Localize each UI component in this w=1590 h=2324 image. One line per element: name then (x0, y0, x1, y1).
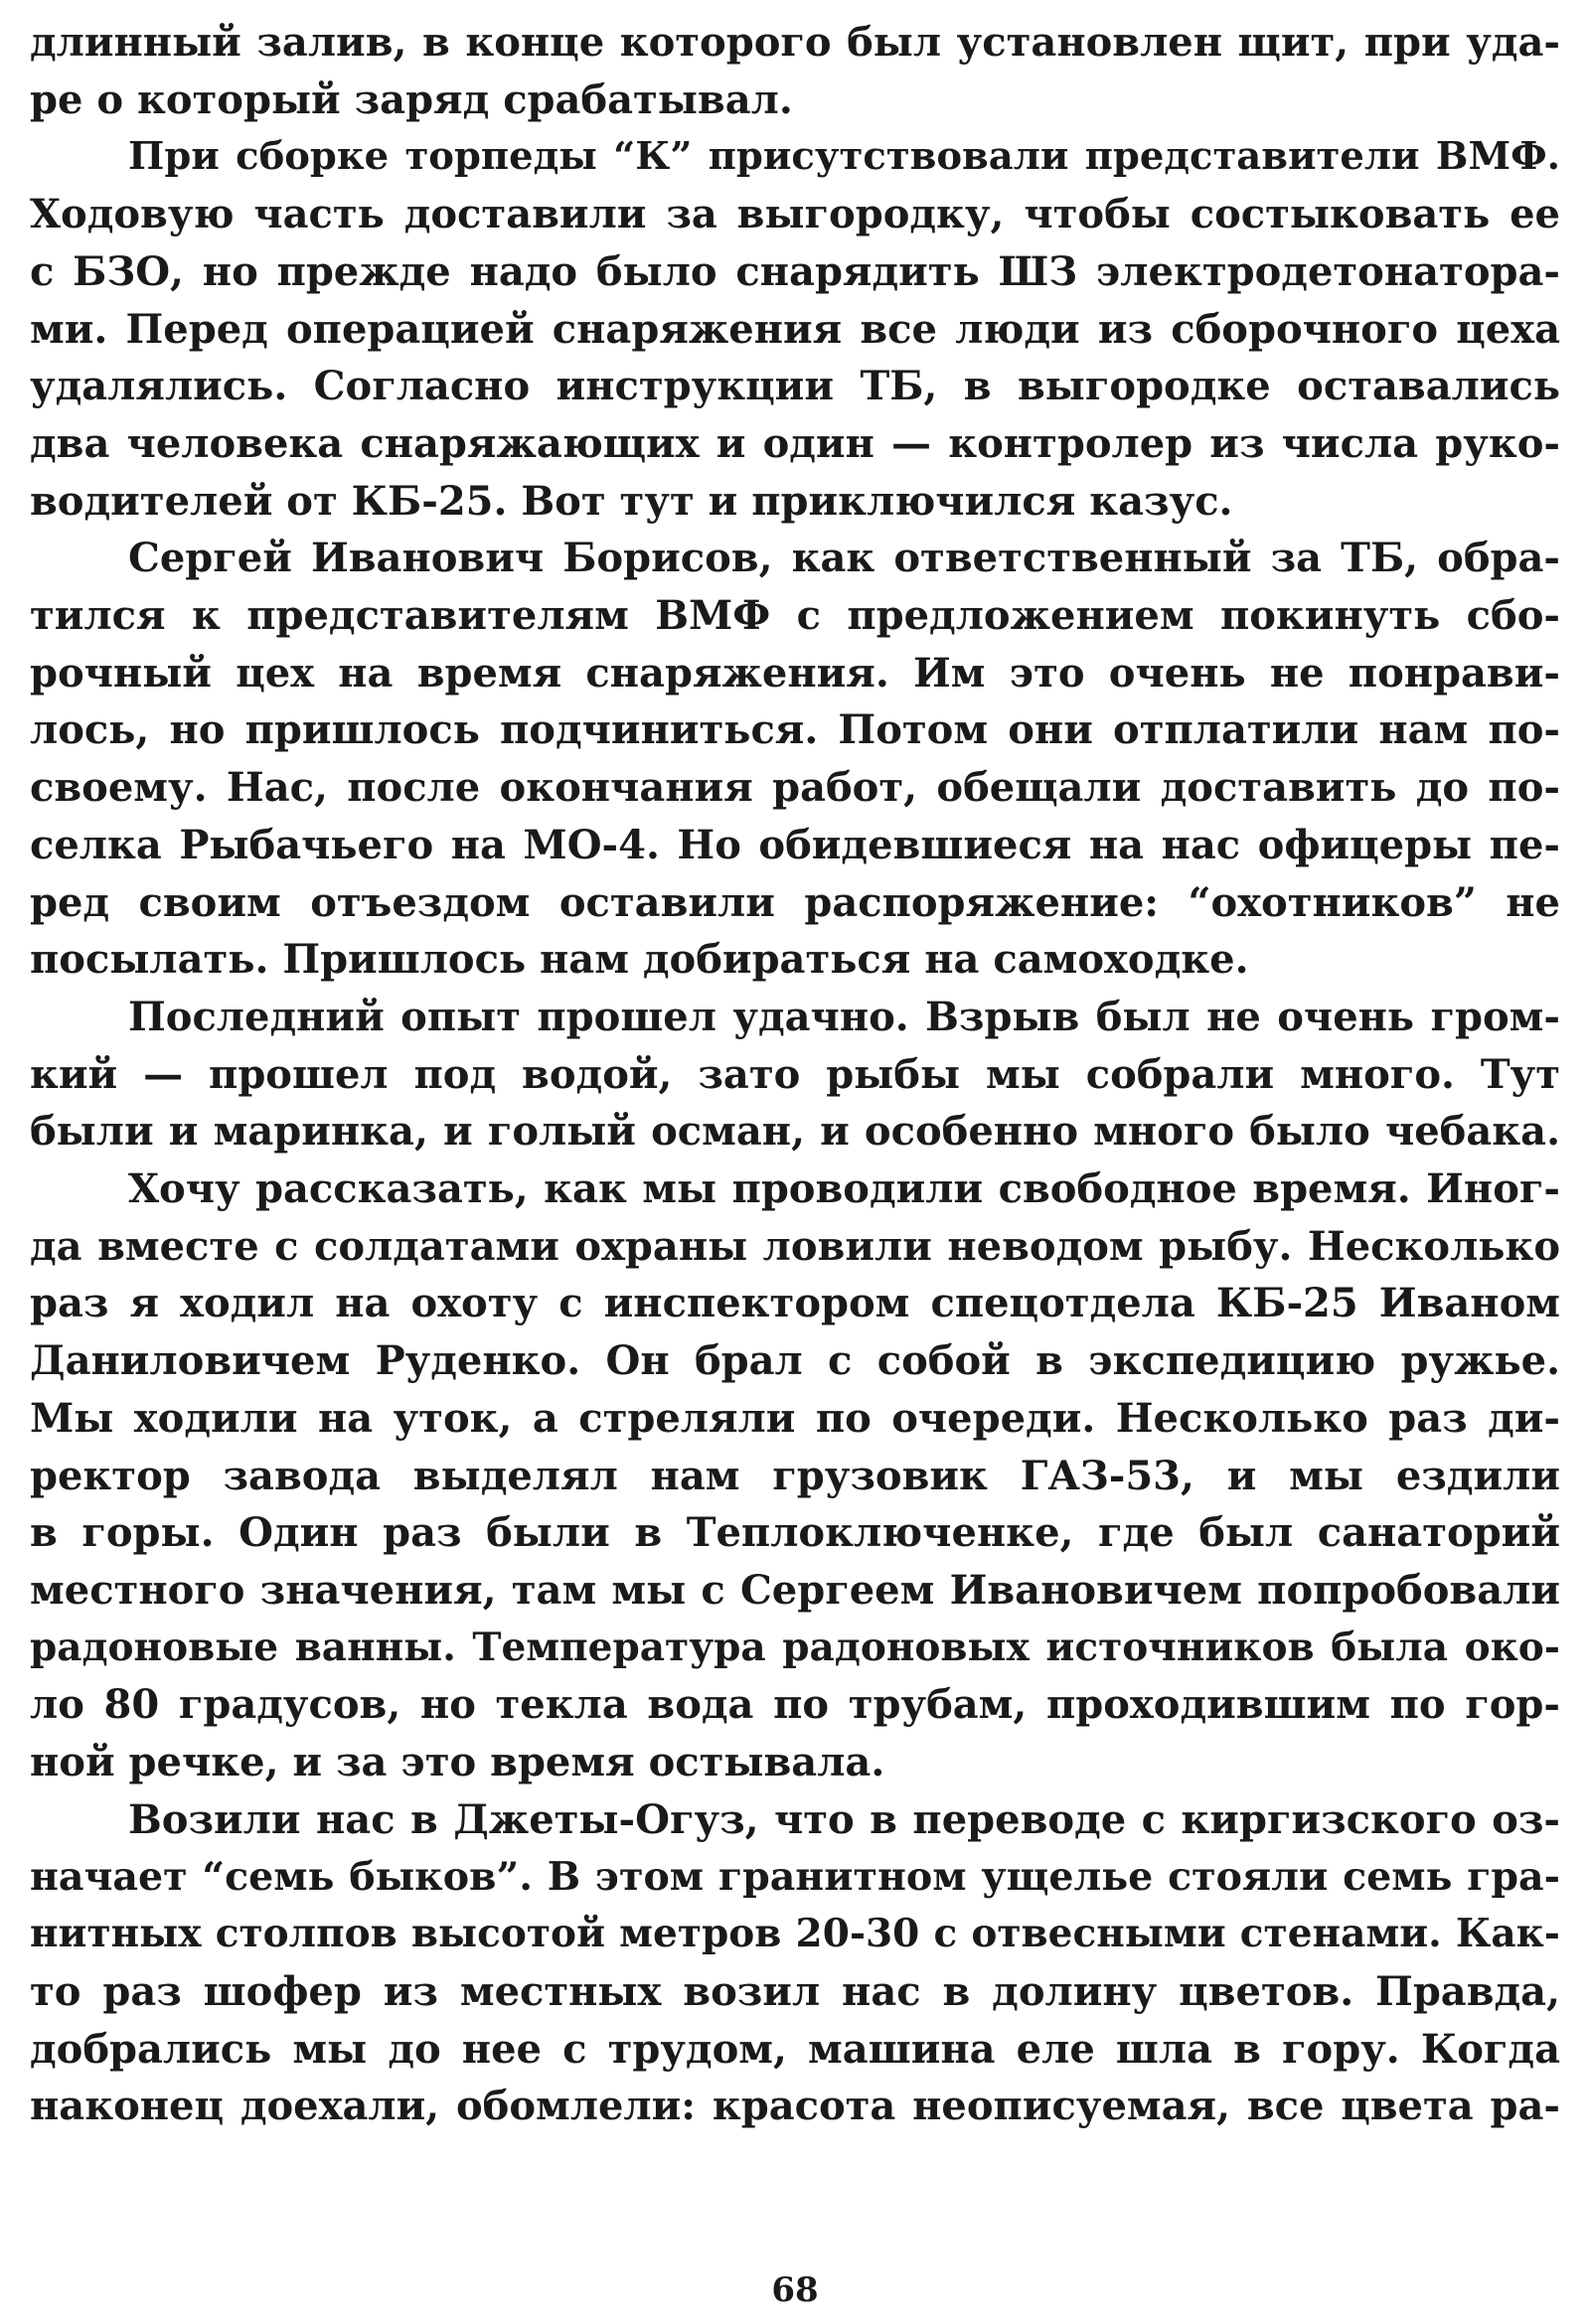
text-line: удалялись. Согласно инструкции ТБ, в выгородке оставались (30, 363, 1560, 410)
paragraph-5 (30, 1161, 1560, 1791)
paragraph-3 (30, 530, 1560, 989)
text-line: тился к представителям ВМФ с предложением покинуть сбо- (30, 592, 1560, 640)
text-line: ло 80 градусов, но текла вода по трубам, проходившим по гор- (30, 1681, 1560, 1729)
text-line: своему. Нас, после окончания работ, обещали доставить до по- (30, 764, 1560, 812)
text-line: с БЗО, но прежде надо было снарядить ШЗ электродетонатора- (30, 247, 1560, 295)
book-page (30, 14, 1560, 2299)
text-line: местного значения, там мы с Сергеем Ивановичем попробовали (30, 1566, 1560, 1614)
text-line: то раз шофер из местных возил нас в долину цветов. Правда, (30, 1967, 1560, 2015)
text-line: Возили нас в Джеты-Огуз, что в переводе с киргизского оз- (128, 1795, 1560, 1843)
text-line: Последний опыт прошел удачно. Взрыв был не очень гром- (128, 993, 1560, 1040)
text-line: в горы. Один раз были в Теплоключенке, где был санаторий (30, 1509, 1560, 1557)
text-line: были и маринка, и голый осман, и особенно много было чебака. (30, 1108, 1560, 1156)
paragraph-6 (30, 1791, 1560, 2135)
text-line: радоновые ванны. Температура радоновых источников была око- (30, 1624, 1560, 1670)
paragraph-4 (30, 989, 1560, 1161)
text-line: Сергей Иванович Борисов, как ответственный за ТБ, обра- (128, 535, 1560, 582)
text-line: ректор завода выделял нам грузовик ГАЗ-53, и мы ездили (30, 1452, 1560, 1499)
text-line: Хочу рассказать, как мы проводили свободное время. Иног- (128, 1165, 1560, 1213)
text-line: ной речке, и за это время остывала. (30, 1739, 885, 1786)
text-line: добрались мы до нее с трудом, машина еле шла в гору. Когда (30, 2025, 1560, 2073)
paragraph-1 (30, 14, 1560, 128)
text-line: нитных столпов высотой метров 20-30 с отвесными стенами. Как- (30, 1911, 1560, 1957)
text-line: два человека снаряжающих и один — контролер из числа руко- (30, 419, 1560, 467)
text-line: рочный цех на время снаряжения. Им это очень не понрави- (30, 649, 1560, 697)
text-line: водителей от КБ-25. Вот тут и приключился казус. (30, 477, 1233, 525)
text-line: длинный залив, в конце которого был установлен щит, при уда- (30, 19, 1560, 66)
text-line: кий — прошел под водой, зато рыбы мы собрали много. Тут (30, 1050, 1560, 1098)
text-line: да вместе с солдатами охраны ловили неводом рыбу. Несколько (30, 1222, 1560, 1270)
text-line: Мы ходили на уток, а стреляли по очереди. Несколько раз ди- (30, 1394, 1560, 1442)
text-line: наконец доехали, обомлели: красота неописуемая, все цвета ра- (30, 2083, 1560, 2130)
page-number: 68 (771, 2270, 819, 2310)
text-line: ми. Перед операцией снаряжения все люди из сборочного цеха (30, 305, 1560, 353)
text-line: селка Рыбачьего на МО-4. Но обидевшиеся на нас офицеры пе- (30, 821, 1560, 868)
text-line: начает “семь быков”. В этом гранитном ущелье стояли семь гра- (30, 1853, 1560, 1900)
text-line: ред своим отъездом оставили распоряжение: “охотников” не (30, 878, 1560, 926)
paragraph-2 (30, 128, 1560, 530)
text-line: ре о который заряд срабатывал. (30, 76, 793, 123)
text-line: лось, но пришлось подчиниться. Потом они отплатили нам по- (30, 706, 1560, 754)
text-line: При сборке торпеды “К” присутствовали представители ВМФ. (128, 134, 1560, 180)
text-line: посылать. Пришлось нам добираться на самоходке. (30, 936, 1249, 984)
text-line: раз я ходил на охоту с инспектором спецотдела КБ-25 Иваном (30, 1280, 1560, 1327)
text-line: Даниловичем Руденко. Он брал с собой в экспедицию ружье. (30, 1337, 1560, 1385)
text-line: Ходовую часть доставили за выгородку, чтобы состыковать ее (30, 191, 1560, 238)
